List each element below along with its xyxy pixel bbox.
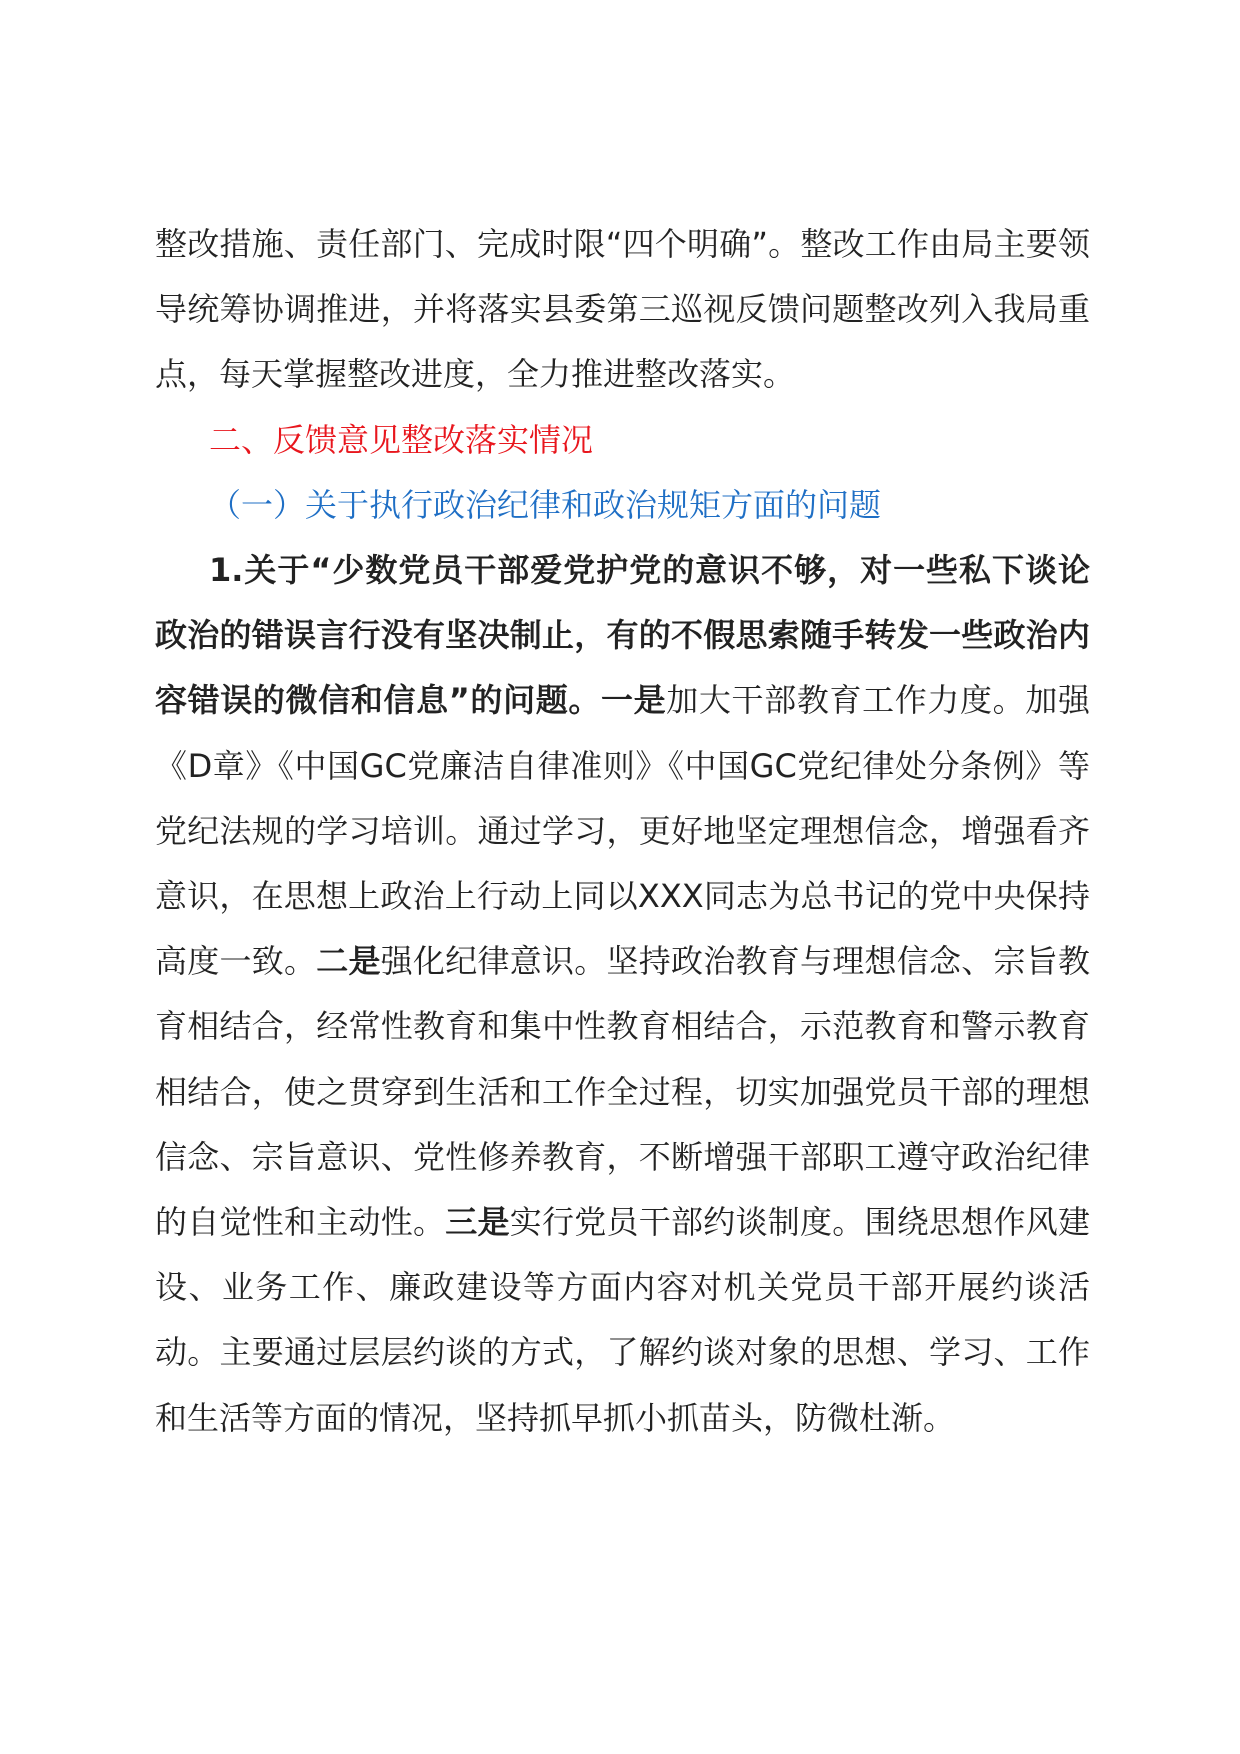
point-1-text: 加大干部教育工作力度。加强《D章》《中国GC党廉洁自律准则》《中国GC党纪律处分条例》等党纪法规的学习培训。通过学习，更好地坚定理想信念，增强看齐意识，在思想上政治上行动上同以XXX同志为总书记的党中央保持高度一致。 [155,681,1090,981]
point-3-text: 实行党员干部约谈制度。围绕思想作风建设、业务工作、廉政建设等方面内容对机关党员干部开展约谈活动。主要通过层层约谈的方式，了解约谈对象的思想、学习、工作和生活等方面的情况，坚持抓早抓小抓苗头，防微杜渐。 [155,1203,1090,1437]
point-3-label: 三是 [445,1203,510,1242]
point-2-label: 二是 [316,942,381,981]
point-2-text: 强化纪律意识。坚持政治教育与理想信念、宗旨教育相结合，经常性教育和集中性教育相结合，示范教育和警示教育相结合，使之贯穿到生活和工作全过程，切实加强党员干部的理想信念、宗旨意识、党性修养教育，不断增强干部职工遵守政治纪律的自觉性和主动性。 [155,942,1090,1242]
document-body [155,212,1090,1451]
point-1-label: 一是 [601,681,667,720]
subsection-heading-political-discipline: （一）关于执行政治纪律和政治规矩方面的问题 [209,485,882,524]
item-1-paragraph [155,538,1090,1451]
section-heading-feedback: 二、反馈意见整改落实情况 [209,420,594,459]
paragraph-rectification-measures: 整改措施、责任部门、完成时限“四个明确”。整改工作由局主要领导统筹协调推进，并将落实县委第三巡视反馈问题整改列入我局重点，每天掌握整改进度，全力推进整改落实。 [155,225,1090,394]
item-1-title: 1.关于“少数党员干部爱党护党的意识不够，对一些私下谈论政治的错误言行没有坚决制止，有的不假思索随手转发一些政治内容错误的微信和信息”的问题。 [155,551,1090,720]
